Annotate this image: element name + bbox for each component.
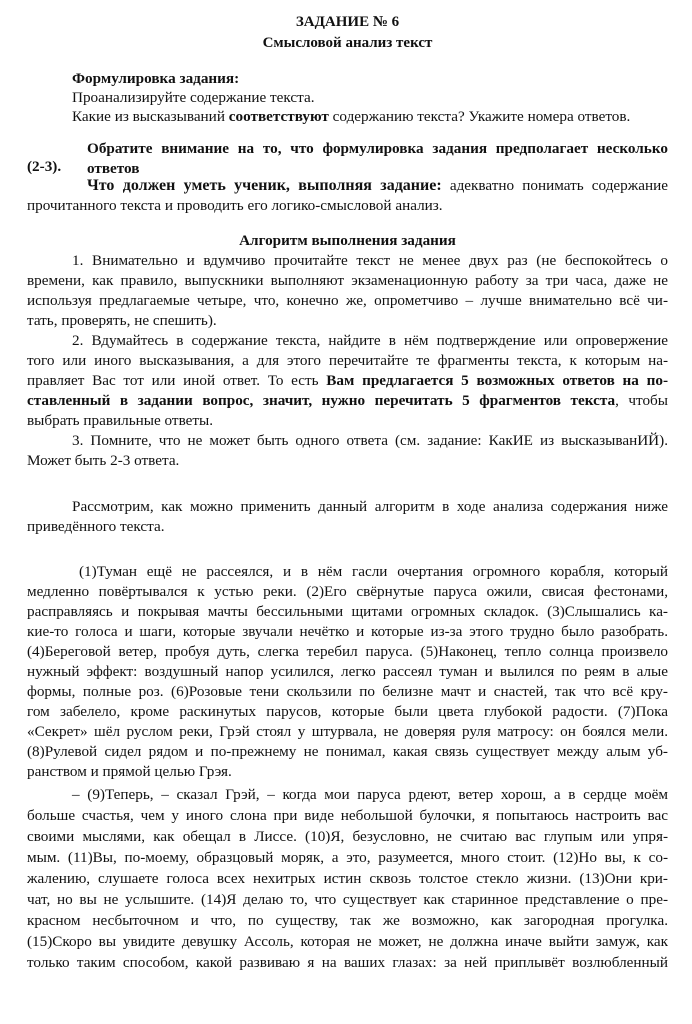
text-p1-line-1: (1)Туман ещё не рассеялся, и в нём гасли очертания огромного корабля, который (79, 563, 668, 580)
skill-line-1-rest: адекватно понимать содержание (441, 177, 668, 194)
step2-line-3 (27, 371, 668, 391)
attention-line-1: Обратите внимание на то, что формулировка задания предполагает несколько ответов (87, 140, 668, 177)
text-p1-line-3: расправляясь и покрывая мачты бессильными щитами огромных складок. (3)Слышались ка- (27, 603, 668, 620)
formulation-line-2-post: содержанию текста? Укажите номера ответов. (328, 108, 631, 125)
step2-line-4 (27, 391, 668, 411)
attention-line-2: (2-3). (27, 158, 62, 175)
skill-line-2: прочитанного текста и проводить его логико-смысловой анализ. (27, 197, 443, 214)
text-p2-line-3: своими мыслями, как обещал в Лиссе. (10)Я, безусловно, не считаю вас глупым или упря- (27, 828, 668, 845)
step2-line-3-bold: Вам предлагается 5 возможных ответов на по- (326, 372, 669, 389)
step3-line-1: 3. Помните, что не может быть одного ответа (см. задание: КакИЕ из высказыванИЙ). (72, 432, 668, 449)
step3-line-2: Может быть 2-3 ответа. (27, 452, 180, 469)
skill-line-1 (27, 176, 668, 196)
step1-line-1: 1. Внимательно и вдумчиво прочитайте текст не менее двух раз (не беспокойтесь о (72, 252, 668, 269)
formulation-label-text: Формулировка задания: (72, 70, 240, 87)
formulation-line-1: Проанализируйте содержание текста. (72, 89, 315, 106)
algorithm-heading: Алгоритм выполнения задания (239, 232, 456, 249)
text-p1-line-10: (8)Рулевой сидел рядом и по-прежнему не понимал, какая связь существует между алым уб- (27, 743, 668, 760)
step1-line-2: времени, как правило, выпускники выполняют экзаменационную работу за три часа, даже не (27, 272, 668, 289)
text-p2-line-4: мым. (11)Вы, по-моему, образцовый моряк, а это, разумеется, много стоит. (12)Но вы, к со- (27, 849, 668, 866)
formulation-line-2-bold: соответствуют (228, 108, 329, 125)
text-p1-line-5: (4)Береговой ветер, пробуя дуть, слегка теребил паруса. (5)Наконец, тепло солнца произвело (27, 643, 668, 660)
step2-line-4-bold: ставленный в задании вопрос, значит, нужно перечитать 5 фрагментов текста (27, 392, 616, 409)
step2-line-1: 2. Вдумайтесь в содержание текста, найдите в нём подтверждение или опровержение (72, 332, 668, 349)
intro-line-1: Рассмотрим, как можно применить данный алгоритм в ходе анализа содержания ниже (72, 498, 668, 515)
text-p1-line-7: формы, полные роз. (6)Розовые тени скользили по белизне мачт и снастей, так что всё кру- (27, 683, 668, 700)
text-p1-line-8: гом забелело, кроме раскинутых парусов, которые были цвета глубокой радости. (7)Пока (27, 703, 668, 720)
step2-line-3-pre: правляет Вас тот или иной ответ. То есть (27, 372, 327, 389)
step2-line-5: выбрать правильные ответы. (27, 412, 214, 429)
text-p2-line-9: только таким способом, какой развиваю я на ваших глазах: за ней приплывёт возлюбленный (27, 954, 668, 971)
text-p1-line-6: нужный эффект: воздушный напор усилился, легко рассеял туман и вылился по реям в алые (27, 663, 668, 680)
text-p2-line-6: чат, но вы не услышите. (14)Я делаю то, что существует как старинное представление о пре- (27, 891, 668, 908)
text-p2-line-7: красном несбыточном и что, по существу, так же возможно, как загородная прогулка. (27, 912, 668, 929)
text-p2-line-2: больше счастья, чем у иного слона при виде небольшой булочки, я попытаюсь настроить вас (27, 807, 668, 824)
text-p2-line-5: жалению, слушаете голоса всех нехитрых истин сквозь толстое стекло жизни. (13)Они кри- (27, 870, 668, 887)
text-p1-line-11: ранством и прямой целью Грэя. (27, 763, 232, 780)
text-p1-line-2: медленно повёртывался к устью реки. (2)Его свёрнутые паруса ожили, свисая фестонами, (27, 583, 668, 600)
text-p1-line-4: кие-то голоса и шаги, которые звучали нечётко и которые из-за этого трудно было разобрать. (27, 623, 668, 640)
page-title: ЗАДАНИЕ № 6 (295, 14, 400, 30)
text-p2-line-1: – (9)Теперь, – сказал Грэй, – когда мои паруса рдеют, ветер хорош, а в сердце моём (72, 786, 668, 803)
text-p2-line-8: (15)Скоро вы увидите девушку Ассоль, которая не может, не должна иначе выйти замуж, как (27, 933, 668, 950)
skill-label: Что должен уметь ученик, выполняя задание: (87, 177, 442, 194)
step1-line-3: используя предлагаемые четыре, что, конечно же, опрометчиво – лучше внимательно всё чи- (27, 292, 668, 309)
step1-line-4: тать, проверять, не спешить). (27, 312, 217, 329)
formulation-label (72, 69, 692, 89)
intro-line-2: приведённого текста. (27, 518, 165, 535)
page-subtitle: Смысловой анализ текст (262, 35, 433, 51)
step2-line-2: того или иного высказывания, а для этого перечитайте те фрагменты текста, к которым на- (27, 352, 668, 369)
formulation-line-2 (72, 107, 692, 127)
text-p1-line-9: «Секрет» шёл руслом реки, Грэй стоял у штурвала, не доверяя руля матросу: он боялся мели. (27, 723, 668, 740)
formulation-line-2-pre: Какие из высказываний (72, 108, 229, 125)
step2-line-4-post: , чтобы (615, 392, 668, 409)
